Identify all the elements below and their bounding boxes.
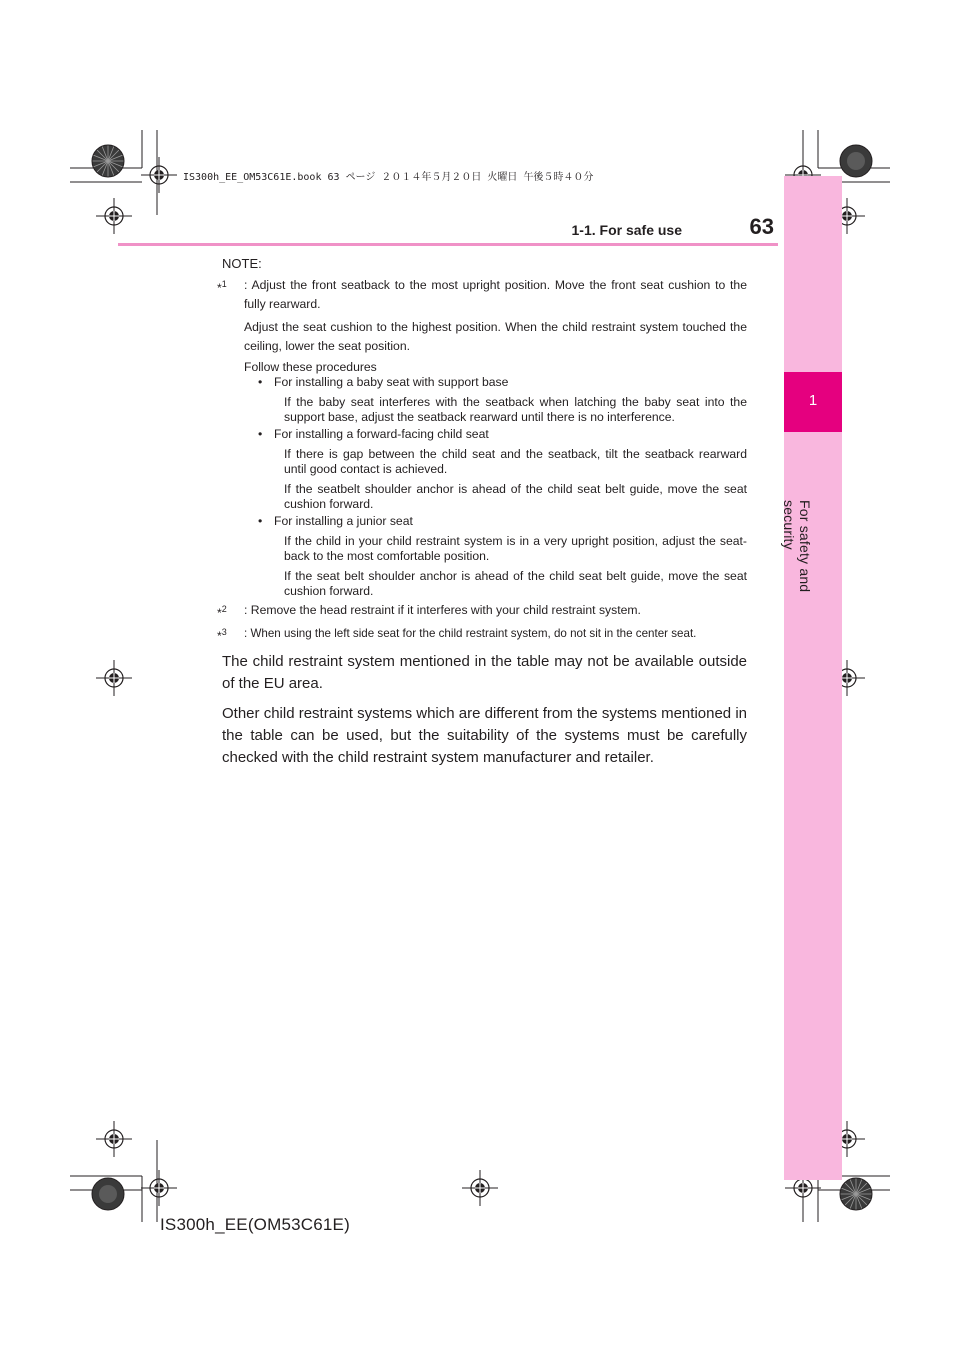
procedure-title: • For installing a baby seat with support base: [258, 375, 509, 389]
procedure-paragraph: If the baby seat interferes with the seatback when latching the baby seat into the support base, adjust the seatback rearward until there is no interference.: [284, 395, 747, 424]
registration-mark-icon: [141, 157, 177, 193]
registration-mark-icon: [96, 198, 132, 234]
footnote-marker: *$^2$: [217, 604, 227, 621]
bullet-glyph: •: [258, 427, 263, 441]
procedure-item: [244, 514, 747, 599]
page-content: [217, 256, 747, 769]
color-bar-wheel-icon: [91, 1177, 125, 1211]
chapter-title: For safety and security: [781, 500, 813, 593]
color-bar-wheel-icon: [91, 144, 125, 178]
procedure-item: [244, 375, 747, 425]
procedure-title: • For installing a junior seat: [258, 514, 413, 528]
registration-mark-icon: [462, 1170, 498, 1206]
footnote-2: [217, 601, 747, 621]
chapter-number: 1: [808, 392, 818, 409]
body-paragraph-availability: The child restraint system mentioned in the table may not be available outside of the EU area.: [222, 653, 747, 692]
bullet-glyph: •: [258, 514, 263, 528]
chapter-side-strip: [781, 176, 842, 1180]
footnote-text: : Remove the head restraint if it interferes with your child restraint system.: [244, 603, 641, 617]
color-bar-wheel-icon: [839, 1177, 873, 1211]
registration-mark-icon: [141, 1170, 177, 1206]
procedure-title: • For installing a forward-facing child seat: [258, 427, 489, 441]
color-bar-wheel-icon: [839, 144, 873, 178]
body-paragraph-other-systems: Other child restraint systems which are different from the systems mentioned in the table can be used, but the suitability of the systems must be carefully checked with the child restraint system manufacturer and retailer.: [222, 705, 747, 766]
bullet-glyph: •: [258, 375, 263, 389]
footnote-marker: *$^3$: [217, 627, 227, 644]
procedure-paragraph: If the seat belt shoulder anchor is ahead of the child seat belt guide, move the seat cushion forward.: [284, 569, 747, 598]
header-rule: [118, 243, 778, 246]
page-number: 63: [749, 214, 774, 239]
footer-model-code: IS300h_EE(OM53C61E): [160, 1215, 350, 1234]
book-file-stamp: IS300h_EE_OM53C61E.book 63 ページ ２０１４年５月２０日 火曜日 午後５時４０分: [183, 172, 594, 183]
footnote-text: : Adjust the front seatback to the most upright position. Move the front seat cushion to the fully rearward.: [244, 278, 747, 311]
section-title: 1-1. For safe use: [571, 222, 682, 238]
footnote-3: [217, 624, 747, 644]
note-label: NOTE:: [222, 256, 262, 271]
procedure-paragraph: If the child in your child restraint system is in a very upright position, adjust the seat-back to the most comfortable position.: [284, 534, 747, 563]
footnote-marker: *$^1$: [217, 279, 227, 296]
procedure-item: [244, 427, 747, 512]
procedure-paragraph: If there is gap between the child seat and the seatback, tilt the seatback rearward until good contact is achieved.: [284, 447, 747, 476]
footnote-text: : When using the left side seat for the child restraint system, do not sit in the center seat.: [244, 627, 697, 640]
registration-mark-icon: [96, 660, 132, 696]
procedure-paragraph: If the seatbelt shoulder anchor is ahead of the child seat belt guide, move the seat cushion forward.: [284, 482, 747, 511]
registration-mark-icon: [96, 1121, 132, 1157]
footnote-1: [217, 276, 747, 599]
footnote-paragraph: Adjust the seat cushion to the highest position. When the child restraint system touched the ceiling, lower the seat position.: [244, 320, 747, 353]
procedures-intro: Follow these procedures: [244, 360, 377, 374]
